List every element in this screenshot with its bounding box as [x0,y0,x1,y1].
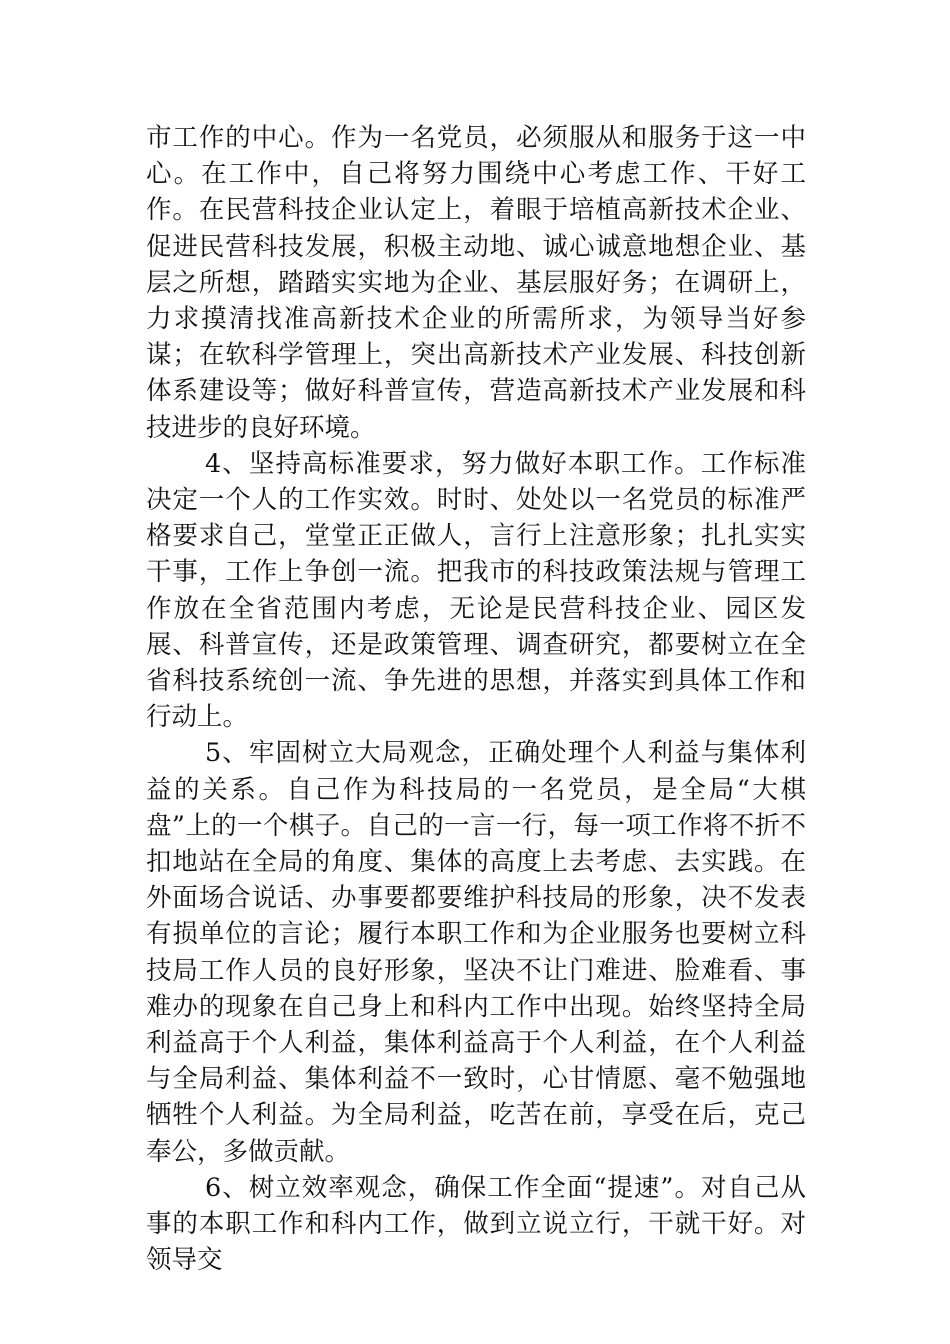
paragraph-item-4: 4、坚持高标准要求，努力做好本职工作。工作标准决定一个人的工作实效。时时、处处以一名党员的标准严格要求自己，堂堂正正做人，言行上注意形象；扎扎实实干事，工作上争创一流。把我市的科技政策法规与管理工作放在全省范围内考虑，无论是民营科技企业、园区发展、科普宣传，还是政策管理、调查研究，都要树立在全省科技系统创一流、争先进的思想，并落实到具体工作和行动上。 [146,448,806,733]
paragraph-item-5: 5、牢固树立大局观念，正确处理个人利益与集体利益的关系。自己作为科技局的一名党员，是全局“大棋盘”上的一个棋子。自己的一言一行，每一项工作将不折不扣地站在全局的角度、集体的高度上去考虑、去实践。在外面场合说话、办事要都要维护科技局的形象，决不发表有损单位的言论；履行本职工作和为企业服务也要树立科技局工作人员的良好形象，坚决不让门难进、脸难看、事难办的现象在自己身上和科内工作中出现。始终坚持全局利益高于个人利益，集体利益高于个人利益，在个人利益与全局利益、集体利益不一致时，心甘情愿、毫不勉强地牺牲个人利益。为全局利益，吃苦在前，享受在后，克己奉公，多做贡献。 [146,738,806,1167]
document-body [146,120,806,1279]
paragraph-continuation: 市工作的中心。作为一名党员，必须服从和服务于这一中心。在工作中，自己将努力围绕中心考虑工作、干好工作。在民营科技企业认定上，着眼于培植高新技术企业、促进民营科技发展，积极主动地、诚心诚意地想企业、基层之所想，踏踏实实地为企业、基层服好务；在调研上，力求摸清找准高新技术企业的所需所求，为领导当好参谋；在软科学管理上，突出高新技术产业发展、科技创新体系建设等；做好科普宣传，营造高新技术产业发展和科技进步的良好环境。 [146,123,806,443]
paragraph-item-6: 6、树立效率观念，确保工作全面“提速”。对自己从事的本职工作和科内工作，做到立说立行，干就干好。对领导交 [146,1172,806,1276]
